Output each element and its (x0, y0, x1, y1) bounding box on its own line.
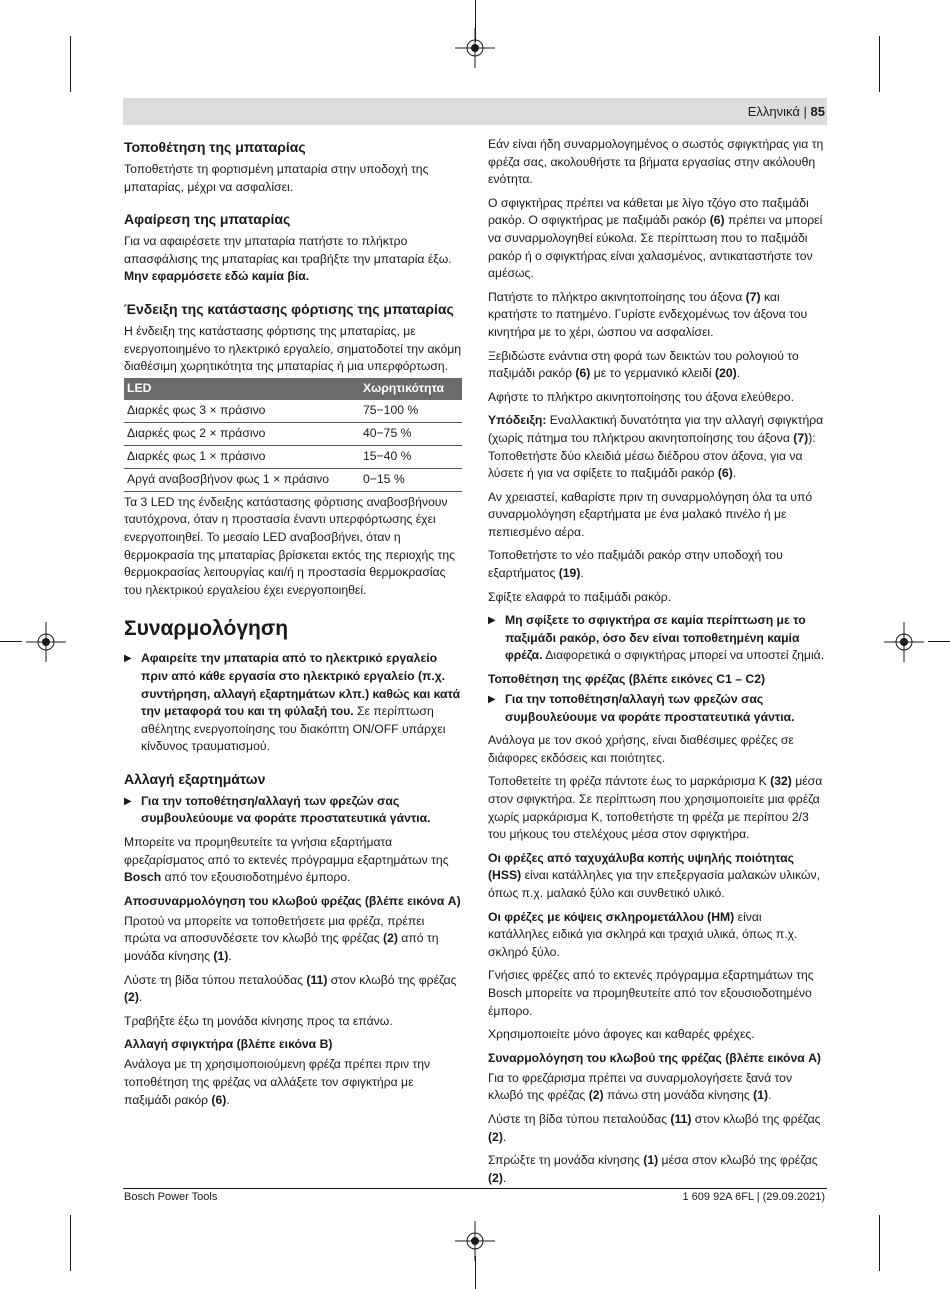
paragraph: Μπορείτε να προμηθευτείτε τα γνήσια εξαρτήματα φρεζαρίσματος από το εκτενές πρόγραμμα εξαρτημάτων της Bosch από τον εξουσιοδοτημένο έμπορο. (124, 835, 449, 885)
footer-doc-id: 1 609 92A 6FL | (29.09.2021) (682, 1191, 825, 1203)
subsection-title: Συναρμολόγηση του κλωβού της φρέζας (βλέπε εικόνα A) (488, 1050, 821, 1065)
header-language: Ελληνικά (747, 104, 800, 119)
paragraph: Αν χρειαστεί, καθαρίστε πριν τη συναρμολόγηση όλα τα υπό συναρμολόγηση εξαρτήματα με ένα μαλακό πινέλο ή με πεπιεσμένο αέρα. (488, 489, 813, 539)
chapter-title: Συναρμολόγηση (124, 617, 289, 641)
paragraph: Για το φρεζάρισμα πρέπει να συναρμολογήσετε ξανά τον κλωβό της φρέζας (2) πάνω στη μονάδα κίνησης (1). (488, 1070, 793, 1103)
paragraph: Οι φρέζες με κόψεις σκληρομετάλλου (HM) είναι κατάλληλες ειδικά για σκληρά και τραχιά υλικά, όπως π.χ. σκληρό ξύλο. (488, 909, 798, 959)
crop-mark (879, 36, 880, 92)
paragraph: Λύστε τη βίδα τύπου πεταλούδας (11) στον κλωβό της φρέζας (2). (124, 972, 457, 1005)
paragraph: Προτού να μπορείτε να τοποθετήσετε μια φρέζα, πρέπει πρώτα να αποσυνδέσετε τον κλωβό της φρέζας (2) από τη μονάδα κίνησης (1). (124, 913, 439, 964)
paragraph: Τοποθετήστε τη φορτισμένη μπαταρία στην υποδοχή της μπαταρίας, μέχρι να ασφαλίσει. (124, 162, 429, 194)
table-row: Αργά αναβοσβήνον φως 1 × πράσινο 0−15 % (124, 468, 462, 491)
section-title: Αλλαγή εξαρτημάτων (124, 770, 266, 787)
footer-brand: Bosch Power Tools (124, 1191, 218, 1203)
table-row: Διαρκές φως 1 × πράσινο 15−40 % (124, 445, 462, 468)
warning-item: ▶ Μη σφίξετε το σφιγκτήρα σε καμία περίπτωση με το παξιμάδι ρακόρ, όσο δεν είναι τοποθετημένη καμία φρέζα. Διαφορετικά ο σφιγκτήρας μπορεί να υποστεί ζημιά. (488, 613, 825, 663)
subsection-title: Αλλαγή σφιγκτήρα (βλέπε εικόνα B) (124, 1037, 333, 1052)
warning-bullet-icon: ▶ (124, 653, 132, 665)
paragraph: Ανάλογα με τον σκοό χρήσης, είναι διαθέσιμες φρέζες σε διάφορες εκδόσεις και ποιότητες. (488, 733, 794, 765)
subsection-title: Αποσυναρμολόγηση του κλωβού φρέζας (βλέπε εικόνα A) (124, 893, 461, 908)
footer-rule (123, 1188, 827, 1189)
warning-bullet-icon: ▶ (124, 795, 132, 807)
paragraph: Σπρώξτε τη μονάδα κίνησης (1) μέσα στον κλωβό της φρέζας (2). (488, 1153, 818, 1185)
paragraph: Εάν είναι ήδη συναρμολογημένος ο σωστός σφιγκτήρας για τη φρέζα σας, ακολουθήστε τα βήματα εργασίας στην ακόλουθη ενότητα. (488, 137, 824, 187)
warning-bullet-icon: ▶ (488, 694, 496, 706)
warning-item: ▶ Για την τοποθέτηση/αλλαγή των φρεζών σας συμβουλεύουμε να φοράτε προστατευτικά γάντια. (124, 793, 431, 826)
paragraph: Οι φρέζες από ταχυχάλυβα κοπής υψηλής ποιότητας (HSS) είναι κατάλληλες για την επεξεργασία μαλακών υλικών, όπως π.χ. μαλακό ξύλο και συνθετικό υλικό. (488, 850, 820, 900)
warning-bullet-icon: ▶ (488, 615, 496, 627)
left-column (124, 136, 462, 1115)
paragraph: Τοποθετήστε το νέο παξιμάδι ρακόρ στην υποδοχή του εξαρτήματος (19). (488, 548, 783, 581)
paragraph: Λύστε τη βίδα τύπου πεταλούδας (11) στον κλωβό της φρέζας (2). (488, 1111, 821, 1144)
paragraph: Χρησιμοποιείτε μόνο άφογες και καθαρές φρέχες. (488, 1027, 755, 1042)
crop-mark (879, 1215, 880, 1271)
warning-item: ▶ Αφαιρείτε την μπαταρία από το ηλεκτρικό εργαλείο πριν από κάθε εργασία στο ηλεκτρικό εργαλείο (π.χ. συντήρηση, αλλαγή εξαρτημάτων κλπ.) καθώς και κατά την μεταφορά του και τη φύλαξή του. Σε περίπτωση αθέλητης ενεργοποίησης του διακόπτη ON/OFF υπάρχει κίνδυνος τραυματισμού. (124, 651, 461, 754)
section-title: Αφαίρεση της μπαταρίας (124, 211, 291, 228)
registration-mark-icon (455, 1221, 495, 1261)
paragraph: Αφήστε το πλήκτρο ακινητοποίησης του άξονα ελεύθερο. (488, 389, 794, 404)
crop-mark (928, 641, 950, 642)
right-column (488, 136, 826, 1193)
paragraph: Τα 3 LED της ένδειξης κατάστασης φόρτισης αναβοσβήνουν ταυτόχρονα, όταν η προστασία έναντι υπερφόρτωσης έχει ενεργοποιηθεί. Το μεσαίο LED αναβοσβήνει, όταν η θερμοκρασία της μπαταρίας βρίσκεται εκτός της περιοχής της θερμοκρασίας λειτουργίας και/ή η προστασία θερμοκρασίας του ηλεκτρικού εργαλείου έχει ενεργοποιηθεί. (124, 494, 456, 597)
warning-item: ▶ Για την τοποθέτηση/αλλαγή των φρεζών σας συμβουλεύουμε να φοράτε προστατευτικά γάντια. (488, 692, 795, 724)
registration-mark-icon (884, 622, 924, 662)
section-title: Τοποθέτηση της μπαταρίας (124, 139, 306, 155)
subsection-title: Τοποθέτηση της φρέζας (βλέπε εικόνες C1 – C2) (488, 672, 766, 687)
charge-status-table (124, 378, 462, 492)
header-band (123, 98, 827, 125)
crop-mark (70, 36, 71, 92)
page-header: Ελληνικά | 85 (747, 104, 825, 119)
paragraph: Πατήστε το πλήκτρο ακινητοποίησης του άξονα (7) και κρατήστε το πατημένο. Γυρίστε ενδεχομένως τον άξονα του κινητήρα με το χέρι, ώσπου να ασφαλίσει. (488, 289, 808, 339)
paragraph: Ο σφιγκτήρας πρέπει να κάθεται με λίγο τζόγο στο παξιμάδι ρακόρ. Ο σφιγκτήρας με παξιμάδι ρακόρ (6) πρέπει να μπορεί να συναρμολογηθεί εύκολα. Σε περίπτωση που το παξιμάδι ρακόρ ή ο σφιγκτήρας είναι χαλασμένος, αντικαταστήστε τον αμέσως. (488, 195, 823, 281)
paragraph: Σφίξτε ελαφρά το παξιμάδι ρακόρ. (488, 589, 672, 604)
paragraph: Τοποθετείτε τη φρέζα πάντοτε έως το μαρκάρισμα K (32) μέσα στον σφιγκτήρα. Σε περίπτωση που χρησιμοποιείτε μια φρέζα χωρίς μαρκάρισμα K, τοποθετήστε τη φρέζα με περίπου 2/3 του μήκους του στελέχους μέσα στον σφιγκτήρα. (488, 774, 823, 842)
table-row: Διαρκές φως 3 × πράσινο 75−100 % (124, 400, 462, 423)
paragraph: Ανάλογα με τη χρησιμοποιούμενη φρέζα πρέπει πριν την τοποθέτηση της φρέζας να αλλάξετε τον σφιγκτήρα με παξιμάδι ρακόρ (6). (124, 1057, 431, 1107)
section-title: Ένδειξη της κατάστασης φόρτισης της μπαταρίας (124, 300, 454, 317)
table-row: Διαρκές φως 2 × πράσινο 40−75 % (124, 422, 462, 445)
crop-mark (70, 1215, 71, 1271)
paragraph: Η ένδειξη της κατάστασης φόρτισης της μπαταρίας, με ενεργοποιημένο το ηλεκτρικό εργαλείο, σηματοδοτεί την ακόμη διαθέσιμη χωρητικότητα της μπαταρίας ή μια υπερφόρτωση. (124, 323, 462, 374)
crop-mark (0, 641, 22, 642)
paragraph: Για να αφαιρέσετε την μπαταρία πατήστε το πλήκτρο απασφάλισης της μπαταρίας και τραβήξτε την μπαταρία έξω. Μην εφαρμόσετε εδώ καμία βία. (124, 234, 452, 284)
registration-mark-icon (455, 28, 495, 68)
table-header: Χωρητικότητα (360, 378, 462, 400)
table-header: LED (124, 378, 360, 400)
registration-mark-icon (26, 622, 66, 662)
paragraph: Γνήσιες φρέζες από το εκτενές πρόγραμμα εξαρτημάτων της Bosch μπορείτε να προμηθευτείτε από τον εξουσιοδοτημένο έμπορο. (488, 968, 814, 1018)
paragraph: Τραβήξτε έξω τη μονάδα κίνησης προς τα επάνω. (124, 1013, 393, 1028)
page-number: 85 (810, 104, 825, 119)
note-paragraph: Υπόδειξη: Εναλλακτική δυνατότητα για την αλλαγή σφιγκτήρα (χωρίς πάτημα του πλήκτρου ακινητοποίησης του άξονα (7)): Τοποθετήστε δύο κλειδιά μέσω διέδρου στον άξονα, για να λύσετε ή για να σφίξετε το παξιμάδι ρακόρ (6). (488, 413, 824, 481)
paragraph: Ξεβιδώστε ενάντια στη φορά των δεικτών του ρολογιού το παξιμάδι ρακόρ (6) με το γερμανικό κλειδί (20). (488, 348, 799, 381)
